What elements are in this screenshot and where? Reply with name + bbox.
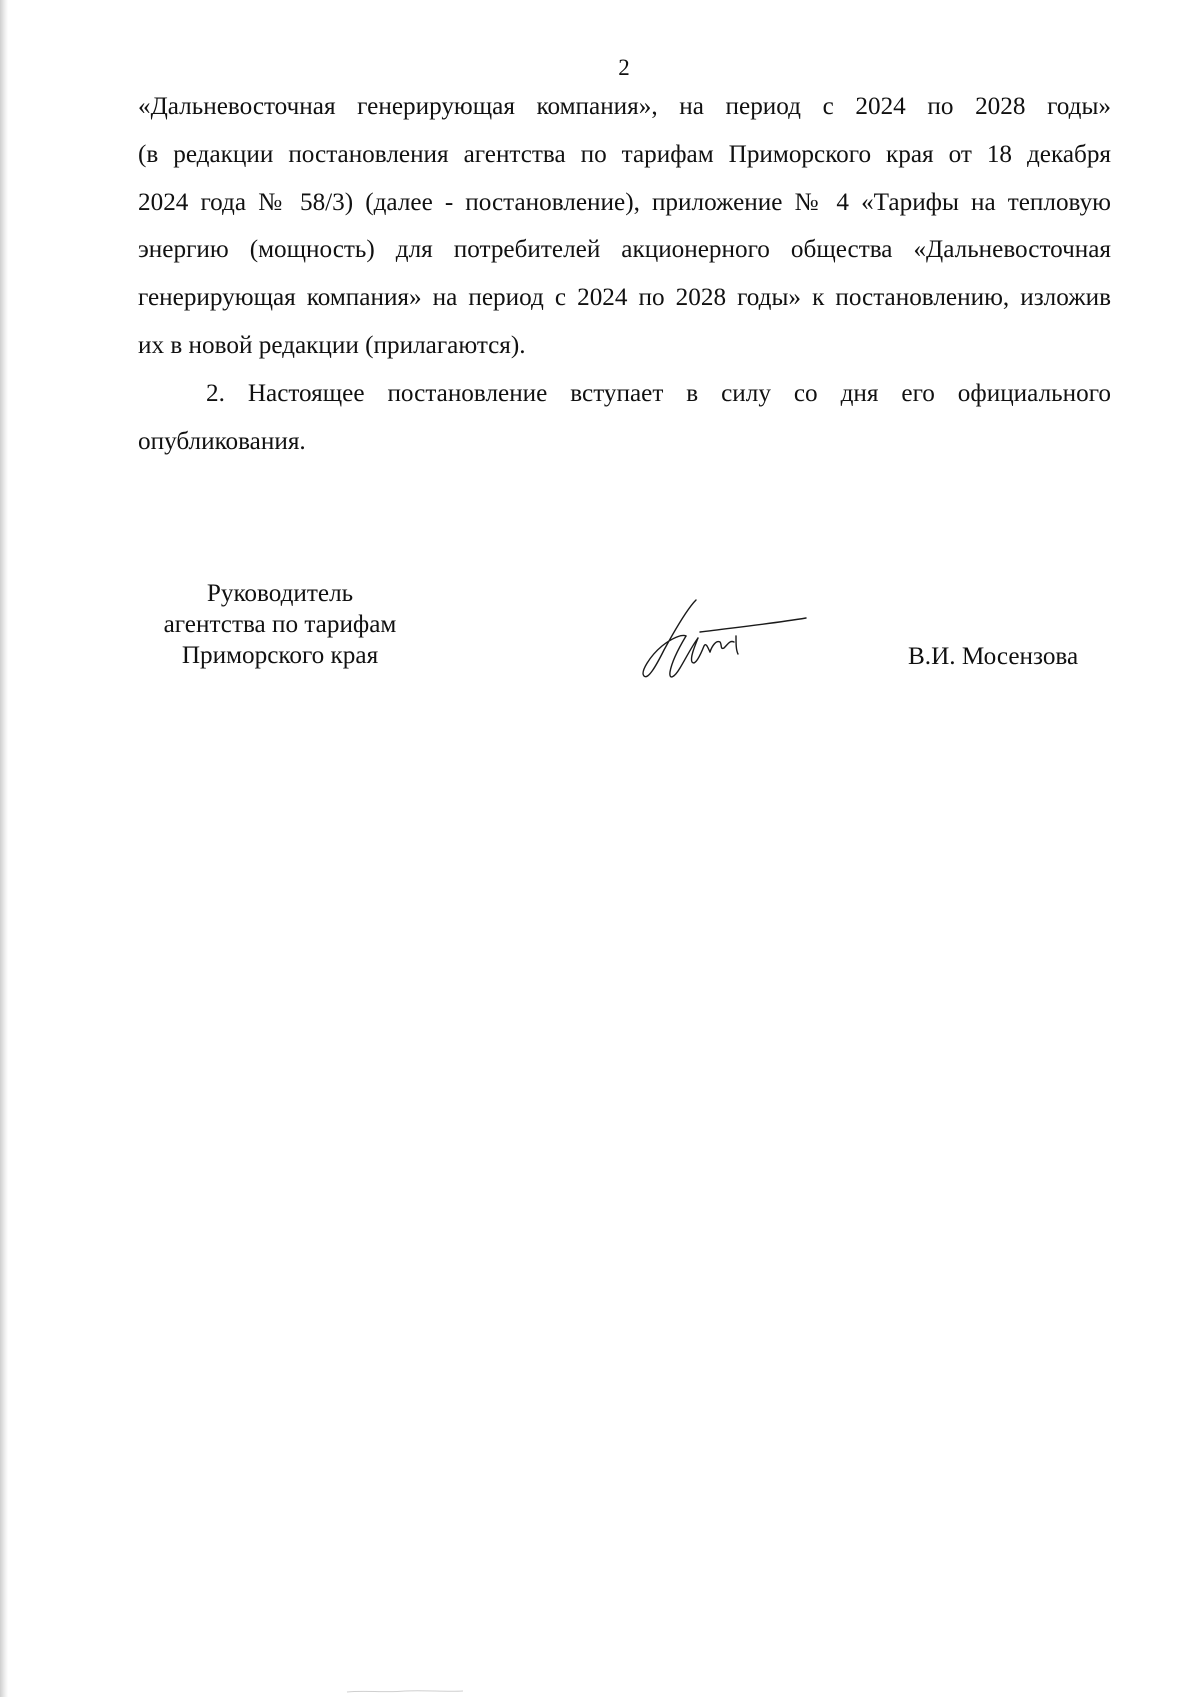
signatory-title [140, 578, 420, 671]
paragraph-line: «Дальневосточная генерирующая компания», на период с 2024 по 2028 годы» [138, 93, 1111, 120]
page-number: 2 [618, 55, 630, 80]
scan-artifact [345, 1688, 465, 1694]
document-body [138, 83, 1111, 465]
signatory-name: В.И. Мосензова [908, 643, 1079, 670]
paragraph-line: генерирующая компания» на период с 2024 по 2028 годы» к постановлению, изложив [138, 284, 1111, 312]
handwritten-signature [640, 588, 820, 688]
paragraph-line: (в редакции постановления агентства по тарифам Приморского края от 18 декабря [138, 140, 1111, 168]
paragraph-line: энергию (мощность) для потребителей акционерного общества «Дальневосточная [138, 236, 1111, 264]
paragraph-line: опубликования. [138, 427, 306, 455]
paragraph-1 [138, 83, 1111, 370]
paragraph-line: их в новой редакции (прилагаются). [138, 331, 526, 359]
scan-edge [0, 0, 8, 1697]
paragraph-line: 2. Настоящее постановление вступает в силу со дня его официального [206, 379, 1111, 407]
signatory-title-line: агентства по тарифам [163, 611, 397, 638]
signatory-title-line: Приморского края [181, 642, 379, 669]
signatory-title-line: Руководитель [206, 580, 354, 607]
paragraph-2 [138, 370, 1111, 466]
paragraph-line: 2024 года № 58/3) (далее - постановление), приложение № 4 «Тарифы на тепловую [138, 188, 1111, 216]
